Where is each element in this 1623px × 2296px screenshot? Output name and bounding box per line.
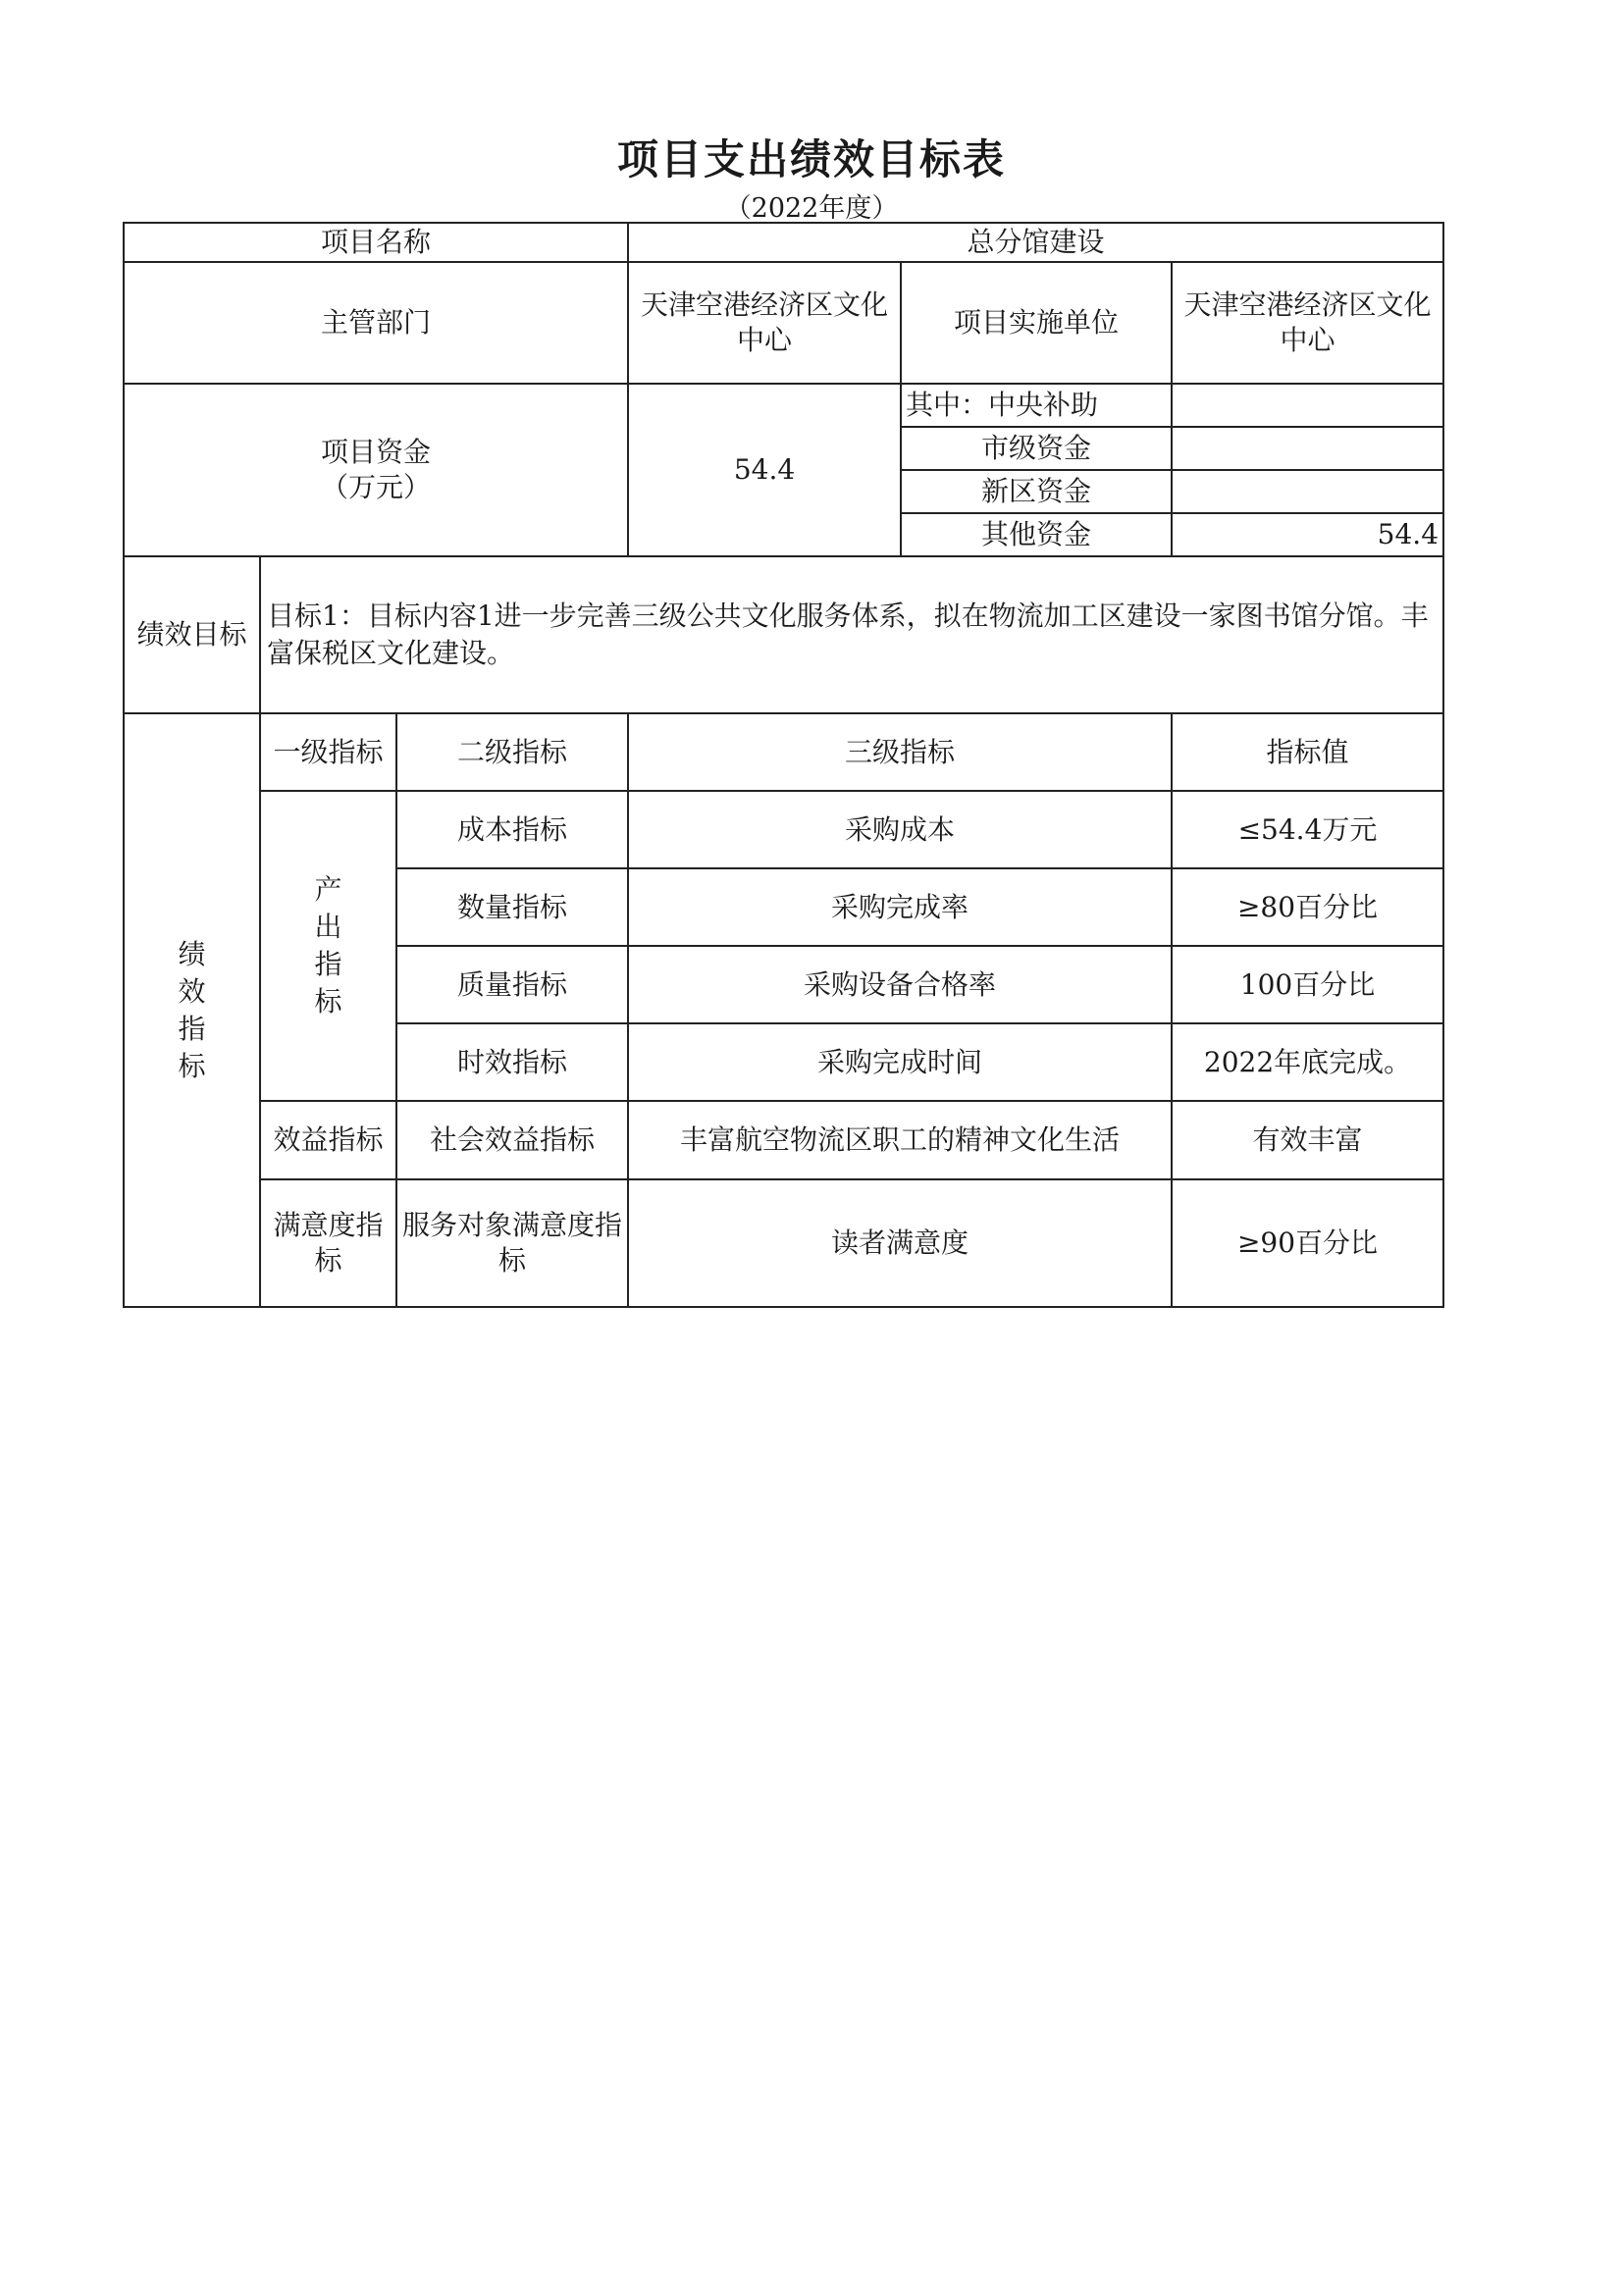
fund-district-label: 新区资金	[901, 470, 1172, 513]
output-level3: 采购完成时间	[628, 1023, 1172, 1101]
dept-label: 主管部门	[124, 262, 628, 384]
goal-label: 绩效目标	[124, 556, 260, 713]
indicators-char: 指	[178, 1012, 206, 1045]
performance-table	[123, 222, 1444, 1308]
funds-label	[124, 384, 628, 556]
fund-other-value: 54.4	[1172, 513, 1443, 556]
output-value: ≥80百分比	[1172, 868, 1443, 946]
satisfaction-level2: 服务对象满意度指标	[396, 1179, 628, 1307]
fund-other-label: 其他资金	[901, 513, 1172, 556]
output-char: 出	[314, 911, 342, 943]
satisfaction-level3: 读者满意度	[628, 1179, 1172, 1307]
benefit-level3: 丰富航空物流区职工的精神文化生活	[628, 1101, 1172, 1179]
fund-central-label: 其中：中央补助	[901, 384, 1172, 427]
output-value: 100百分比	[1172, 946, 1443, 1023]
indicators-char: 效	[178, 974, 206, 1008]
output-level3: 采购成本	[628, 791, 1172, 868]
indicators-char: 标	[178, 1049, 206, 1082]
header-level2: 二级指标	[396, 713, 628, 791]
satisfaction-value: ≥90百分比	[1172, 1179, 1443, 1307]
fund-city-label: 市级资金	[901, 427, 1172, 470]
fund-central-value	[1172, 384, 1443, 427]
page-title: 项目支出绩效目标表	[616, 135, 1006, 183]
output-level3: 采购完成率	[628, 868, 1172, 946]
output-level2: 成本指标	[396, 791, 628, 868]
page-subtitle: （2022年度）	[724, 193, 899, 224]
benefit-level2: 社会效益指标	[396, 1101, 628, 1179]
benefit-level1: 效益指标	[260, 1101, 396, 1179]
impl-label: 项目实施单位	[901, 262, 1172, 384]
output-level3: 采购设备合格率	[628, 946, 1172, 1023]
fund-district-value	[1172, 470, 1443, 513]
impl-value: 天津空港经济区文化中心	[1172, 262, 1443, 384]
project-name-label: 项目名称	[124, 223, 628, 262]
benefit-value: 有效丰富	[1172, 1101, 1443, 1179]
funds-label-line1: 项目资金	[320, 436, 431, 468]
indicators-section-label	[124, 713, 260, 1307]
project-name-value: 总分馆建设	[628, 223, 1443, 262]
output-indicator-label	[260, 791, 396, 1101]
output-level2: 数量指标	[396, 868, 628, 946]
output-char: 标	[314, 985, 342, 1018]
output-char: 产	[314, 873, 342, 906]
goal-text: 目标1：目标内容1进一步完善三级公共文化服务体系，拟在物流加工区建设一家图书馆分馆。丰富保税区文化建设。	[260, 556, 1443, 713]
funds-total: 54.4	[628, 384, 901, 556]
header-value: 指标值	[1172, 713, 1443, 791]
header-level1: 一级指标	[260, 713, 396, 791]
fund-city-value	[1172, 427, 1443, 470]
output-value: 2022年底完成。	[1172, 1023, 1443, 1101]
funds-label-line2: （万元）	[320, 471, 431, 503]
satisfaction-level1: 满意度指标	[260, 1179, 396, 1307]
output-level2: 质量指标	[396, 946, 628, 1023]
output-value: ≤54.4万元	[1172, 791, 1443, 868]
header-level3: 三级指标	[628, 713, 1172, 791]
indicators-char: 绩	[178, 937, 206, 970]
output-level2: 时效指标	[396, 1023, 628, 1101]
dept-value: 天津空港经济区文化中心	[628, 262, 901, 384]
output-char: 指	[314, 948, 342, 980]
